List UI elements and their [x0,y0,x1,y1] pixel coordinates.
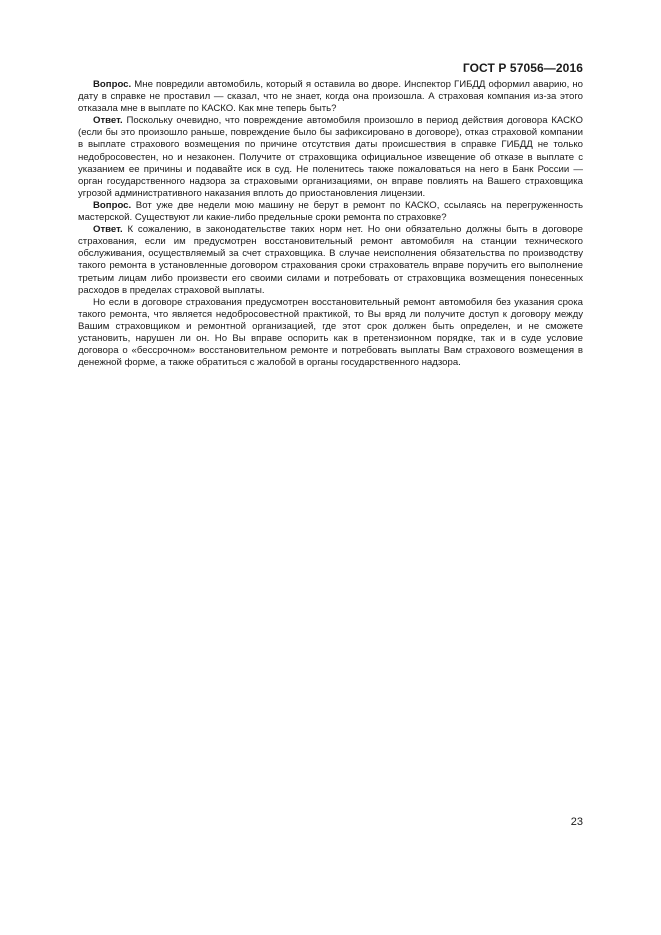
answer-continuation-paragraph [78,297,583,370]
document-body [78,79,583,369]
question-text: Мне повредили автомобиль, который я оставила во дворе. Инспектор ГИБДД оформил аварию, но дату в справке не проставил — сказал, что не знает, когда она произошла. А страховая компания из-за этого отказала мне в выплате по КАСКО. Как мне теперь быть? [78,79,583,115]
answer-continuation-text: Но если в договоре страхования предусмотрен восстановительный ремонт автомобиля без указания срока такого ремонта, что является недобросовестной практикой, то Вы вряд ли получите доступ к договору между Вашим страховщиком и ремонтной организацией, где этот срок должен быть определен, и не сможете установить, нарушен ли он. Но Вы вправе оспорить как в претензионном порядке, так и в суде условие договора о «бессрочном» восстановительном ремонте и потребовать выплаты Вам страхового возмещения в денежной форме, а также обратиться с жалобой в органы государственного надзора. [78,296,583,369]
answer-label: Ответ. [93,115,123,127]
document-standard-number: ГОСТ Р 57056—2016 [462,61,583,75]
answer-paragraph [78,224,583,297]
question-label: Вопрос. [93,199,132,211]
question-paragraph [78,79,583,115]
answer-paragraph [78,115,583,200]
question-text: Вот уже две недели мою машину не берут в ремонт по КАСКО, ссылаясь на перегруженность мастерской. Существуют ли какие-либо предельные сроки ремонта по страховке? [78,199,583,224]
question-label: Вопрос. [93,79,132,90]
answer-text: Поскольку очевидно, что повреждение автомобиля произошло в период действия договора КАСКО (если бы это произошло раньше, повреждение было бы зафиксировано в договоре), отказ страховой компании в выплате страхового возмещения по причине отсутствия даты происшествия в справке ГИБДД не только недобросовестен, но и незаконен. Получите от страховщика официальное извещение об отказе в выплате с указанием ее причины и подавайте иск в суд. Не поленитесь также пожаловаться на него в Банк России — орган государственного надзора за страховыми организациями, он вправе повлиять на Вашего страховщика угрозой административного наказания вплоть до приостановления лицензии. [78,115,583,199]
question-paragraph [78,200,583,224]
page-number: 23 [570,816,583,828]
answer-label: Ответ. [93,224,123,236]
answer-text: К сожалению, в законодательстве таких норм нет. Но они обязательно должны быть в договоре страхования, если им предусмотрен восстановительный ремонт автомобиля на станции технического обслуживания, осуществляемый за счет страховщика. В случае неисполнения обязательства по производству такого ремонта в установленные договором страхования сроки страхователь вправе поручить его выполнение третьим лицам либо произвести его своими силами и потребовать от страховщика возмещения понесенных расходов в пределах страховой выплаты. [78,224,583,296]
